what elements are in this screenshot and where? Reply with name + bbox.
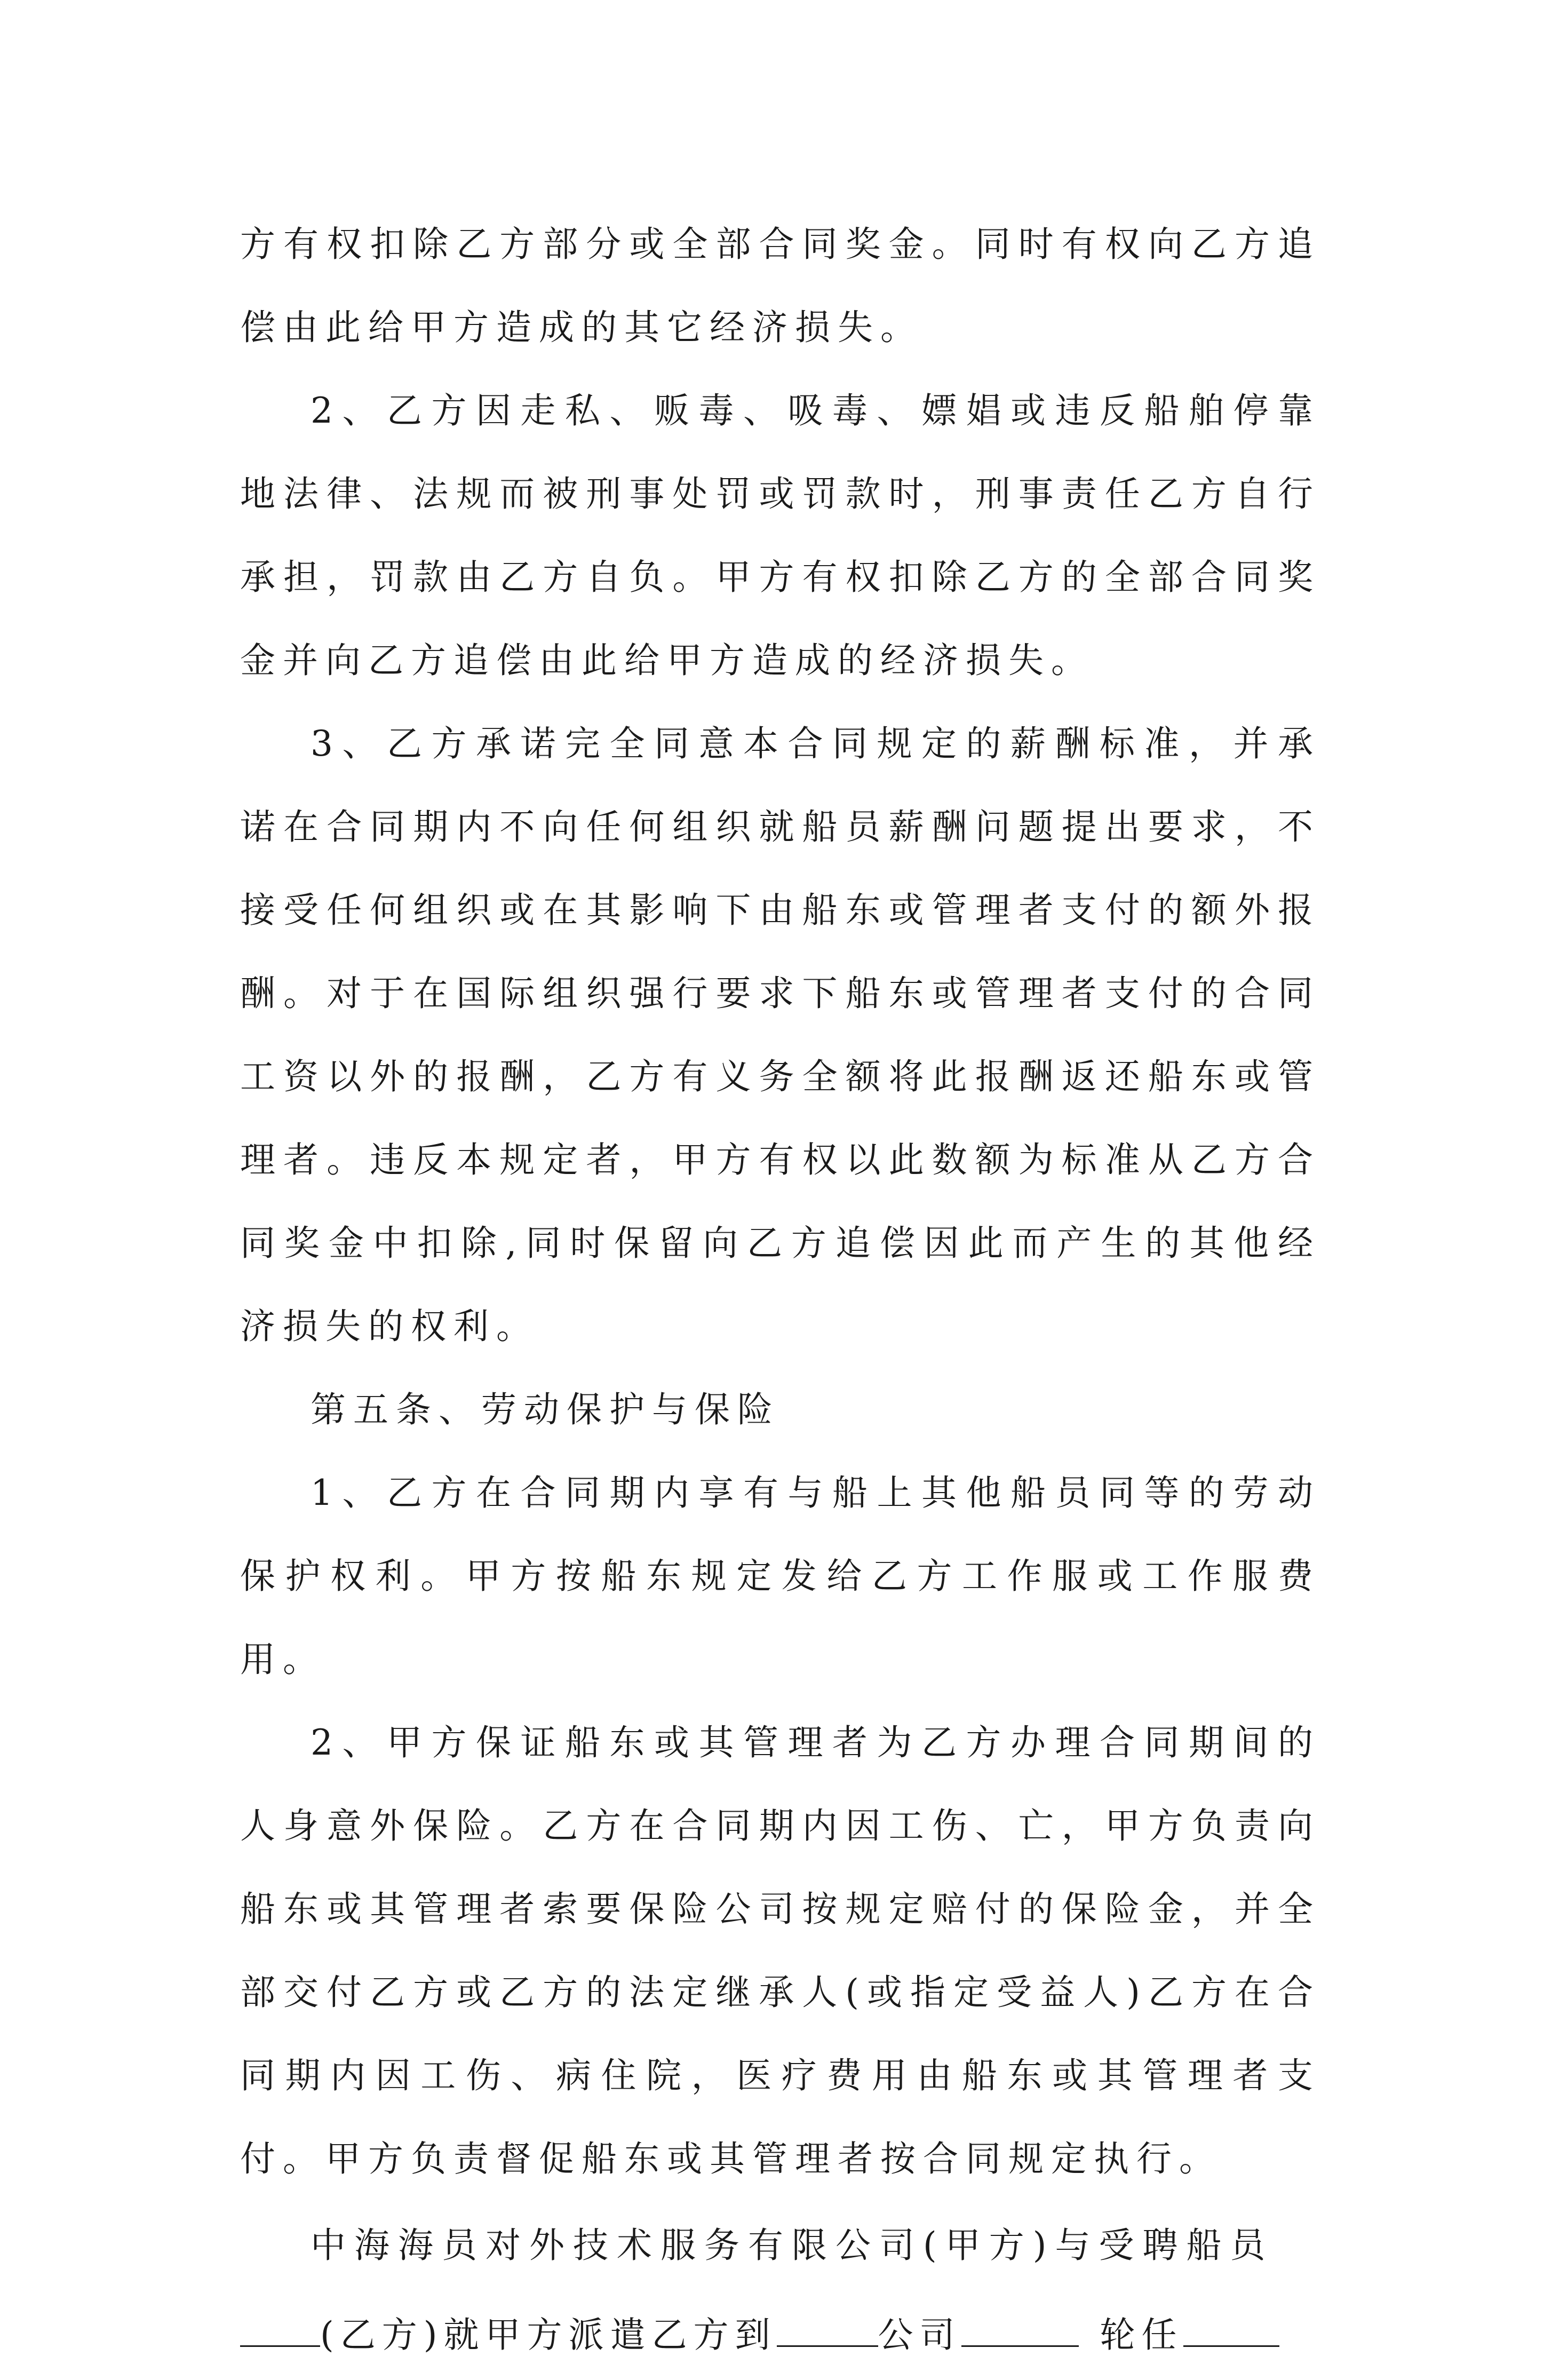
- text-company: 公司: [878, 2314, 961, 2355]
- section-heading-article-5: 第五条、劳动保护与保险: [311, 1389, 780, 1430]
- paragraph-clause-3-salary: 3、乙方承诺完全同意本合同规定的薪酬标准，并承诺在合同期内不向任何组织就船员薪酬问题提出要求，不接受任何组织或在其影响下由船东或管理者支付的额外报酬。对于在国际组织强行要求下船东或管理者支付的合同工资以外的报酬，乙方有义务全额将此报酬返还船东或管理者。违反本规定者，甲方有权以此数额为标准从乙方合同奖金中扣除,同时保留向乙方追偿因此而产生的其他经济损失的权利。: [240, 723, 1320, 1347]
- contract-intro-fill-line: [240, 2290, 1320, 2380]
- blank-company-name[interactable]: [777, 2345, 878, 2347]
- blank-crew-name[interactable]: [240, 2345, 320, 2347]
- paragraph-protection-1: 1、乙方在合同期内享有与船上其他船员同等的劳动保护权利。甲方按船东规定发给乙方工作服或工作服费用。: [240, 1472, 1320, 1680]
- text-vessel-position: 轮任: [1100, 2314, 1183, 2355]
- contract-intro-line: 中海海员对外技术服务有限公司(甲方)与受聘船员: [311, 2225, 1274, 2266]
- blank-vessel-name[interactable]: [961, 2345, 1079, 2347]
- blank-position[interactable]: [1183, 2345, 1279, 2347]
- document-body: [240, 203, 1320, 2380]
- paragraph-continued-deduction: 方有权扣除乙方部分或全部合同奖金。同时有权向乙方追偿由此给甲方造成的其它经济损失。: [240, 224, 1320, 348]
- paragraph-insurance-2: 2、甲方保证船东或其管理者为乙方办理合同期间的人身意外保险。乙方在合同期内因工伤、亡，甲方负责向船东或其管理者索要保险公司按规定赔付的保险金，并全部交付乙方或乙方的法定继承人(或指定受益人)乙方在合同期内因工伤、病住院，医疗费用由船东或其管理者支付。甲方负责督促船东或其管理者按合同规定执行。: [240, 1722, 1320, 2179]
- text-party-b-dispatch: (乙方)就甲方派遣乙方到: [320, 2314, 777, 2355]
- paragraph-clause-2-smuggling: 2、乙方因走私、贩毒、吸毒、嫖娼或违反船舶停靠地法律、法规而被刑事处罚或罚款时，刑事责任乙方自行承担，罚款由乙方自负。甲方有权扣除乙方的全部合同奖金并向乙方追偿由此给甲方造成的经济损失。: [240, 390, 1320, 681]
